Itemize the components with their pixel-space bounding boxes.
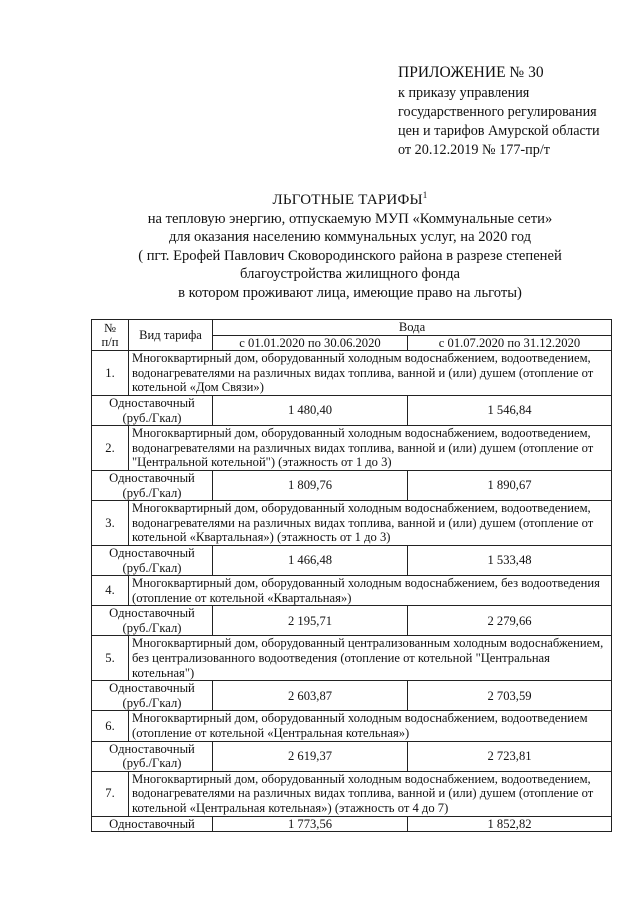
- tariff-table: [91, 319, 612, 832]
- rate-row: [92, 816, 612, 832]
- rate-label: Одноставочный (руб./Гкал): [92, 606, 213, 636]
- rate-row: [92, 606, 612, 636]
- col-header-group: Вода: [213, 320, 612, 336]
- row-description: Многоквартирный дом, оборудованный холодным водоснабжением, водоотведением, водонагревателями на различных видах топлива, ванной и (или) душем (отопление от котельной «Центральная котельная») (этажность от 4 до 7): [129, 771, 612, 816]
- appendix-heading: ПРИЛОЖЕНИЕ № 30: [398, 64, 544, 81]
- row-number: 5.: [92, 636, 129, 681]
- rate-label: Одноставочный (руб./Гкал): [92, 681, 213, 711]
- appendix-line: от 20.12.2019 № 177-пр/т: [398, 142, 550, 158]
- rate-label: Одноставочный (руб./Гкал): [92, 545, 213, 575]
- rate-value-period2: 1 546,84: [408, 395, 612, 425]
- appendix-line: цен и тарифов Амурской области: [398, 123, 600, 139]
- title-line: благоустройства жилищного фонда: [240, 266, 460, 283]
- table-row: [92, 426, 612, 471]
- row-number: 6.: [92, 711, 129, 741]
- rate-value-period1: 1 480,40: [213, 395, 408, 425]
- rate-row: [92, 741, 612, 771]
- row-description: Многоквартирный дом, оборудованный холодным водоснабжением, водоотведением, водонагревателями на различных видах топлива, ванной и (или) душем (отопление от котельной «Дом Связи»): [129, 351, 612, 396]
- table-row: [92, 501, 612, 546]
- row-description: Многоквартирный дом, оборудованный централизованным холодным водоснабжением, без централизованного водоотведения (отопление от котельной "Центральная котельная"): [129, 636, 612, 681]
- rate-row: [92, 470, 612, 500]
- row-number: 7.: [92, 771, 129, 816]
- document-title: ЛЬГОТНЫЕ ТАРИФЫ$^1$: [272, 190, 428, 208]
- row-number: 4.: [92, 576, 129, 606]
- row-number: 3.: [92, 501, 129, 546]
- appendix-block: [398, 62, 634, 160]
- rate-value-period2: 2 279,66: [408, 606, 612, 636]
- row-description: Многоквартирный дом, оборудованный холодным водоснабжением, водоотведением, водонагревателями на различных видах топлива, ванной и (или) душем (отопление от "Центральной котельной") (этажность от 1 до 3): [129, 426, 612, 471]
- rate-row: [92, 395, 612, 425]
- row-description: Многоквартирный дом, оборудованный холодным водоснабжением, без водоотведения (отопление от котельной «Квартальная»): [129, 576, 612, 606]
- title-line: ( пгт. Ерофей Павлович Сковородинского района в разрезе степеней: [138, 247, 562, 264]
- col-header-period1: с 01.01.2020 по 30.06.2020: [213, 335, 408, 351]
- rate-label: Одноставочный (руб./Гкал): [92, 470, 213, 500]
- rate-value-period1: 2 195,71: [213, 606, 408, 636]
- rate-value-period1: 1 466,48: [213, 545, 408, 575]
- rate-value-period2: 1 890,67: [408, 470, 612, 500]
- col-header-period2: с 01.07.2020 по 31.12.2020: [408, 335, 612, 351]
- rate-value-period1: 2 603,87: [213, 681, 408, 711]
- rate-label: Одноставочный (руб./Гкал): [92, 395, 213, 425]
- rate-label: Одноставочный (руб./Гкал): [92, 741, 213, 771]
- col-number-line2: п/п: [101, 335, 119, 350]
- rate-value-period2: 1 852,82: [408, 816, 612, 832]
- footnote-mark: 1: [422, 190, 428, 200]
- table-row: [92, 576, 612, 606]
- table-row: [92, 711, 612, 741]
- table-row: [92, 771, 612, 816]
- rate-value-period1: 2 619,37: [213, 741, 408, 771]
- appendix-line: к приказу управления: [398, 85, 530, 101]
- row-description: Многоквартирный дом, оборудованный холодным водоснабжением, водоотведением, водонагревателями на различных видах топлива, ванной и (или) душем (отопление от котельной «Квартальная») (этажность от 1 до 3): [129, 501, 612, 546]
- title-line: для оказания населению коммунальных услуг, на 2020 год: [168, 229, 532, 246]
- title-line: на тепловую энергию, отпускаемую МУП «Коммунальные сети»: [147, 210, 553, 227]
- row-description: Многоквартирный дом, оборудованный холодным водоснабжением, водоотведением (отопление от котельной «Центральная котельная»): [129, 711, 612, 741]
- rate-value-period2: 1 533,48: [408, 545, 612, 575]
- table-row: [92, 351, 612, 396]
- rate-value-period1: 1 809,76: [213, 470, 408, 500]
- rate-row: [92, 545, 612, 575]
- row-number: 1.: [92, 351, 129, 396]
- document-title-block: [60, 186, 640, 303]
- rate-value-period1: 1 773,56: [213, 816, 408, 832]
- rate-row: [92, 681, 612, 711]
- title-line: в котором проживают лица, имеющие право на льготы): [178, 284, 522, 301]
- table-row: [92, 636, 612, 681]
- col-header-type: Вид тарифа: [129, 320, 213, 351]
- rate-value-period2: 2 723,81: [408, 741, 612, 771]
- rate-value-period2: 2 703,59: [408, 681, 612, 711]
- col-number-line1: №: [103, 320, 117, 335]
- appendix-line: государственного регулирования: [398, 104, 597, 120]
- table-header-row: [92, 320, 612, 336]
- col-header-number: [92, 320, 129, 351]
- row-number: 2.: [92, 426, 129, 471]
- rate-label: Одноставочный: [92, 816, 213, 832]
